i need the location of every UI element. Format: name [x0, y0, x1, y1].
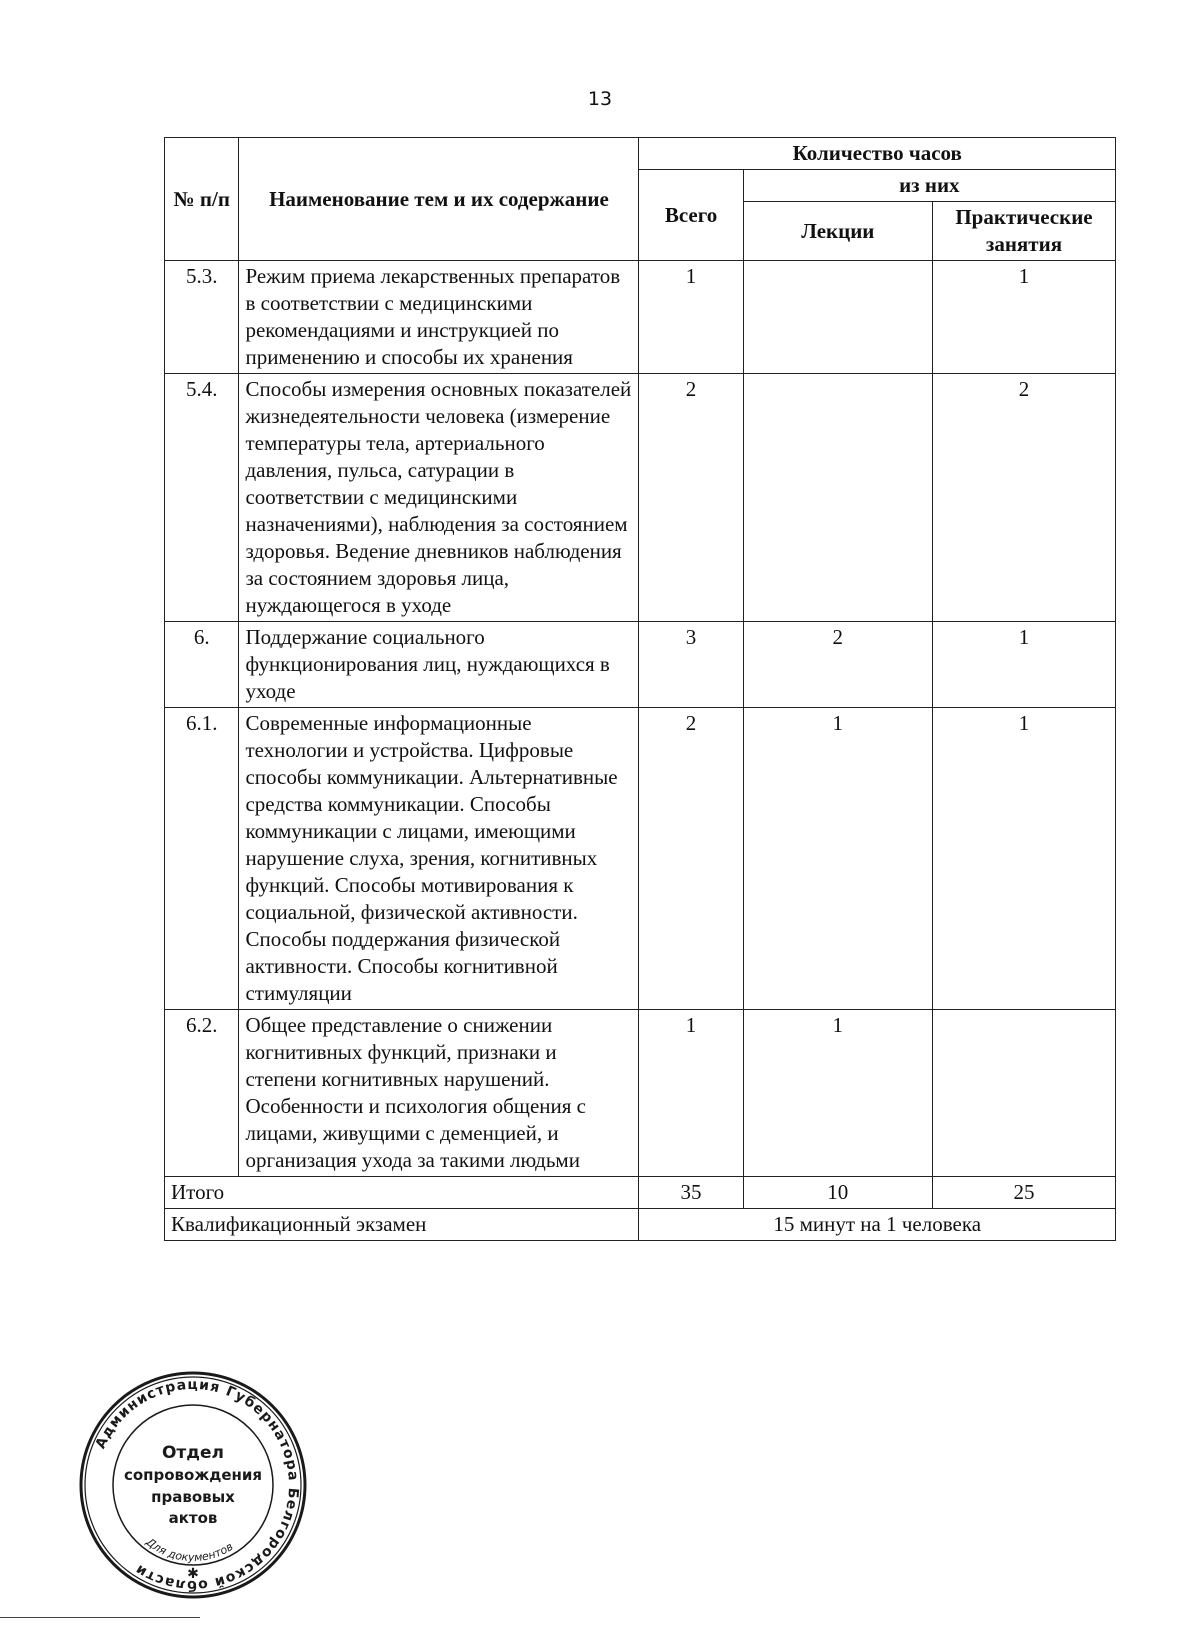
row-practice: 1 — [932, 622, 1115, 708]
row-lectures: 1 — [743, 708, 932, 1010]
row-total: 1 — [639, 261, 743, 374]
seal-line-4: актов — [168, 1509, 218, 1527]
total-lectures: 10 — [743, 1177, 932, 1209]
row-num: 5.4. — [165, 374, 239, 622]
row-num: 5.3. — [165, 261, 239, 374]
seal-line-3: правовых — [151, 1488, 235, 1506]
department-seal — [78, 1370, 308, 1600]
row-lectures — [743, 374, 932, 622]
total-total: 35 — [639, 1177, 743, 1209]
seal-line-2: сопровождения — [123, 1466, 263, 1484]
page-number: 13 — [587, 88, 613, 110]
row-lectures: 1 — [743, 1010, 932, 1177]
row-topic: Поддержание социального функционирования лиц, нуждающихся в уходе — [239, 622, 639, 708]
header-of-them: из них — [743, 170, 1115, 202]
seal-outer-text: Администрация Губернатора Белгородской области — [92, 1376, 302, 1594]
total-practice: 25 — [932, 1177, 1115, 1209]
table-row — [165, 261, 1116, 374]
row-lectures — [743, 261, 932, 374]
row-total: 3 — [639, 622, 743, 708]
header-practice: Практические занятия — [932, 202, 1115, 261]
exam-label: Квалификационный экзамен — [165, 1209, 639, 1241]
seal-bottom-text: Для документов — [143, 1535, 236, 1565]
table-row — [165, 622, 1116, 708]
table-row — [165, 1010, 1116, 1177]
header-lectures: Лекции — [743, 202, 932, 261]
row-practice: 2 — [932, 374, 1115, 622]
exam-row — [165, 1209, 1116, 1241]
exam-value: 15 минут на 1 человека — [639, 1209, 1116, 1241]
row-practice — [932, 1010, 1115, 1177]
row-practice: 1 — [932, 708, 1115, 1010]
row-lectures: 2 — [743, 622, 932, 708]
row-total: 2 — [639, 374, 743, 622]
total-label: Итого — [165, 1177, 639, 1209]
total-row — [165, 1177, 1116, 1209]
row-topic: Режим приема лекарственных препаратов в соответствии с медицинскими рекомендациями и инструкцией по применению и способы их хранения — [239, 261, 639, 374]
row-num: 6.1. — [165, 708, 239, 1010]
seal-star-icon: ✱ — [187, 1566, 199, 1582]
table-row — [165, 374, 1116, 622]
row-topic: Способы измерения основных показателей жизнедеятельности человека (измерение температуры тела, артериального давления, пульса, сатурации в соответствии с медицинскими назначениями), наблюдения за состоянием здоровья. Ведение дневников наблюдения за состоянием здоровья лица, нуждающегося в уходе — [239, 374, 639, 622]
row-total: 1 — [639, 1010, 743, 1177]
header-topic: Наименование тем и их содержание — [239, 138, 639, 261]
row-total: 2 — [639, 708, 743, 1010]
row-topic: Современные информационные технологии и устройства. Цифровые способы коммуникации. Альтернативные средства коммуникации. Способы коммуникации с лицами, имеющими нарушение слуха, зрения, когнитивных функций. Способы мотивирования к социальной, физической активности. Способы поддержания физической активности. Способы когнитивной стимуляции — [239, 708, 639, 1010]
row-topic: Общее представление о снижении когнитивных функций, признаки и степени когнитивных нарушений. Особенности и психология общения с лицами, живущими с деменцией, и организация ухода за такими людьми — [239, 1010, 639, 1177]
seal-line-1: Отдел — [161, 1443, 225, 1463]
footer-divider — [0, 1617, 200, 1618]
header-num: № п/п — [165, 138, 239, 261]
header-total: Всего — [639, 170, 743, 261]
row-num: 6. — [165, 622, 239, 708]
row-practice: 1 — [932, 261, 1115, 374]
row-num: 6.2. — [165, 1010, 239, 1177]
header-hours: Количество часов — [639, 138, 1116, 170]
table-row — [165, 708, 1116, 1010]
hours-table — [164, 137, 1116, 1241]
